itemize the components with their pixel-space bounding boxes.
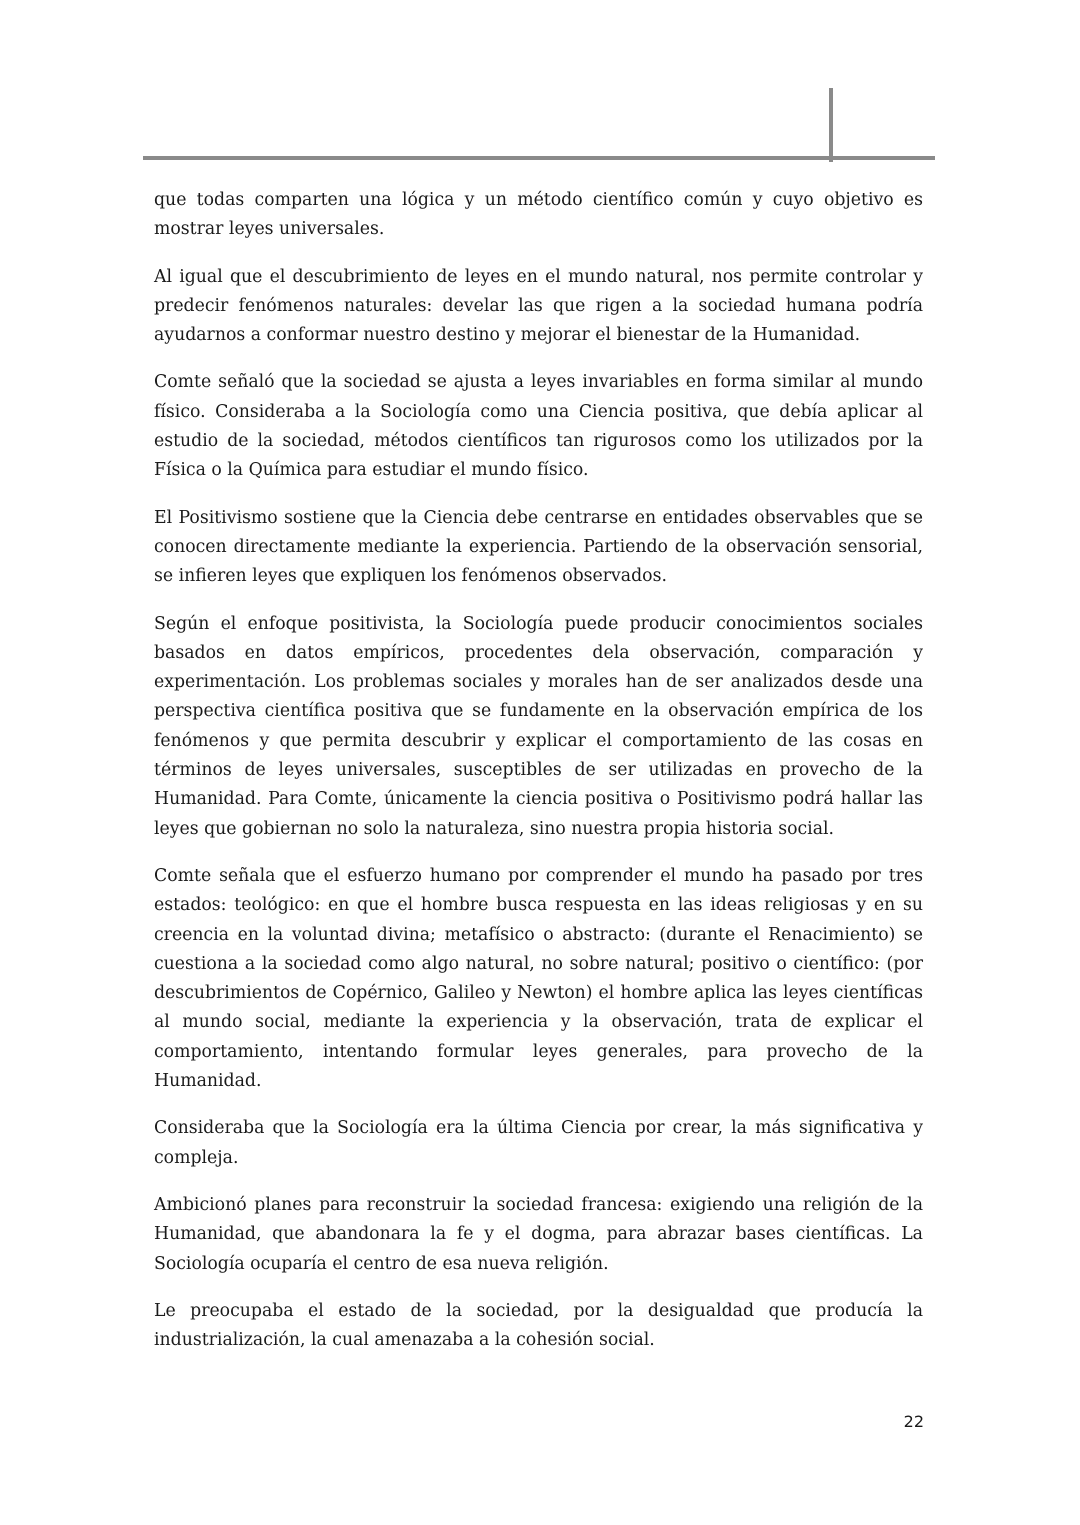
paragraph-6: Comte señala que el esfuerzo humano por comprender el mundo ha pasado por tres estados: teológico: en que el hombre busca respuesta en las ideas religiosas y en su creencia en la voluntad divina; metafísico o abstracto: (durante el Renacimiento) se cuestiona a la sociedad como algo natural, no sobre natural; positivo o científico: (por descubrimientos de Copérnico, Galileo y Newton) el hombre aplica las leyes científicas al mundo social, mediante la experiencia y la observación, trata de explicar el comportamiento, intentando formular leyes generales, para provecho de la Humanidad. [154,865,923,1092]
paragraph-9: Le preocupaba el estado de la sociedad, por la desigualdad que producía la industrialización, la cual amenazaba a la cohesión social. [154,1300,923,1351]
page-number: 22 [903,1412,924,1431]
paragraph-4: El Positivismo sostiene que la Ciencia debe centrarse en entidades observables que se conocen directamente mediante la experiencia. Partiendo de la observación sensorial, se infieren leyes que expliquen los fenómenos observados. [154,507,923,587]
paragraph-5: Según el enfoque positivista, la Sociología puede producir conocimientos sociales basados en datos empíricos, procedentes dela observación, comparación y experimentación. Los problemas sociales y morales han de ser analizados desde una perspectiva científica positiva que se fundamente en la observación empírica de los fenómenos y que permita descubrir y explicar el comportamiento de las cosas en términos de leyes universales, susceptibles de ser utilizadas en provecho de la Humanidad. Para Comte, únicamente la ciencia positiva o Positivismo podrá hallar las leyes que gobiernan no solo la naturaleza, sino nuestra propia historia social. [154,613,923,839]
header-tick [829,88,833,162]
paragraph-8: Ambicionó planes para reconstruir la sociedad francesa: exigiendo una religión de la Humanidad, que abandonara la fe y el dogma, para abrazar bases científicas. La Sociología ocuparía el centro de esa nueva religión. [154,1194,923,1274]
paragraph-2: Al igual que el descubrimiento de leyes en el mundo natural, nos permite controlar y predecir fenómenos naturales: develar las que rigen a la sociedad humana podría ayudarnos a conformar nuestro destino y mejorar el bienestar de la Humanidad. [154,266,923,346]
document-body [154,186,923,1373]
header-rule [143,156,935,160]
paragraph-1: que todas comparten una lógica y un método científico común y cuyo objetivo es mostrar leyes universales. [154,190,923,240]
paragraph-3: Comte señaló que la sociedad se ajusta a leyes invariables en forma similar al mundo físico. Consideraba a la Sociología como una Ciencia positiva, que debía aplicar al estudio de la sociedad, métodos científicos tan rigurosos como los utilizados por la Física o la Química para estudiar el mundo físico. [154,372,923,481]
paragraph-7: Consideraba que la Sociología era la última Ciencia por crear, la más significativa y compleja. [154,1118,923,1168]
